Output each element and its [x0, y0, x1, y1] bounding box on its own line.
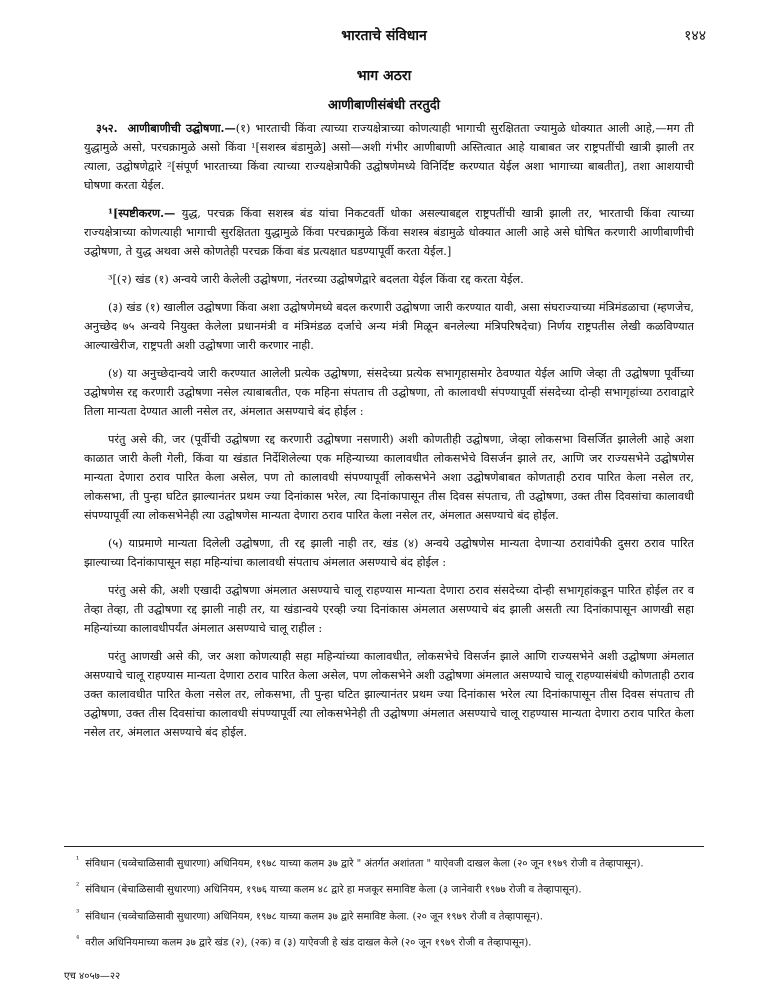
page-number: १४४ [684, 28, 706, 44]
footnote-text: वरील अधिनियमाच्या कलम ३७ द्वारे खंड (२), (२क) व (३) याऐवजी हे खंड दाखल केले (२० जून १९७९ रोजी व तेव्हापासून). [85, 937, 532, 949]
clause-1-text: (१) भारताची किंवा त्याच्या राज्यक्षेत्राच्या कोणत्याही भागाची सुरक्षितता ज्यामुळे धोक्यात आली आहे,—मग ती युद्धामुळे असो, परचक्रामुळे असो किंवा ¹[सशस्त्र बंडामुळे] असो—अशी गंभीर आणीबाणी अस्तित्वात आहे याबाबत जर राष्ट्रपतींची खात्री झाली तर त्याला, उद्घोषणेद्वारे ²[संपूर्ण भारताच्या किंवा त्याच्या राज्यक्षेत्रापैकी उद्घोषणेमध्ये विनिर्दिष्ट करण्यात येईल अशा भागाच्या बाबतीत], तशा आशयाची घोषणा करता येईल. [84, 122, 694, 192]
footnote [64, 905, 704, 925]
clause-5: (५) याप्रमाणे मान्यता दिलेली उद्घोषणा, ती रद्द झाली नाही तर, खंड (४) अन्वये उद्घोषणेस मान्यता देणाऱ्या ठरावांपैकी दुसरा ठराव पारित झाल्याच्या दिनांकापासून सहा महिन्यांचा कालावधी संपताच अंमलात असण्याचे बंद होईल : [84, 537, 694, 569]
footnote-divider [64, 846, 704, 847]
footnote-mark: ⁴ [76, 933, 80, 943]
clause-5-proviso-2: परंतु आणखी असे की, जर अशा कोणत्याही सहा महिन्यांच्या कालावधीत, लोकसभेचे विसर्जन झाले आणि राज्यसभेने अशी उद्घोषणा अंमलात असण्याचे चालू राहण्यास मान्यता देणारा ठराव पारित केला असेल, पण लोकसभेने अशी उद्घोषणा अंमलात असण्याचे चालू राहण्यासंबंधी कोणताही ठराव उक्त कालावधीत पारित केला नसेल तर, लोकसभा, ती पुन्हा घटित झाल्यानंतर प्रथम ज्या दिनांकास भरेल त्या दिनांकापासून तीस दिवस संपताच ती उद्घोषणा, उक्त तीस दिवसांचा कालावधी संपण्यापूर्वी त्या लोकसभेनेही ती उद्घोषणा अंमलात असण्याचे चालू राहण्यास मान्यता देणारा ठराव पारित केला नसेल तर, अंमलात असण्याचे बंद होईल. [84, 650, 694, 739]
footnote-text: संविधान (चव्वेचाळिसावी सुधारणा) अधिनियम, १९७८ याच्या कलम ३७ द्वारे समाविष्ट केला. (२० जून १९७९ रोजी व तेव्हापासून). [85, 910, 543, 922]
clause-3: (३) खंड (१) खालील उद्घोषणा किंवा अशा उद्घोषणेमध्ये बदल करणारी उद्घोषणा जारी करण्यात यावी, असा संघराज्याच्या मंत्रिमंडळाचा (म्हणजेच, अनुच्छेद ७५ अन्वये नियुक्त केलेला प्रधानमंत्री व मंत्रिमंडळ दर्जाचे अन्य मंत्री मिळून बनलेल्या मंत्रिपरिषदेचा) निर्णय राष्ट्रपतीस लेखी कळविण्यात आल्याखेरीज, राष्ट्रपती अशी उद्घोषणा जारी करणार नाही. [84, 301, 694, 352]
article-352-clause-1 [84, 119, 694, 195]
footnote-mark: ² [76, 881, 80, 891]
part-subheading: आणीबाणीसंबंधी तरतुदी [327, 98, 441, 113]
footnote-mark: ¹ [76, 855, 80, 864]
footnote-mark: ³ [76, 907, 80, 917]
footnote-text: संविधान (बेचाळिसावी सुधारणा) अधिनियम, १९७६ याच्या कलम ४८ द्वारे हा मजकूर समाविष्ट केला (३ जानेवारी १९७७ रोजी व तेव्हापासून). [85, 884, 582, 896]
footnote [64, 931, 704, 951]
clause-5-proviso-1: परंतु असे की, अशी एखादी उद्घोषणा अंमलात असण्याचे चालू राहण्यास मान्यता देणारा ठराव संसदेच्या दोन्ही सभागृहांकडून पारित होईल तर व तेव्हा तेव्हा, ती उद्घोषणा रद्द झाली नाही तर, या खंडान्वये एरव्ही ज्या दिनांकास अंमलात असण्याचे बंद झाली असती त्या दिनांकापासून आणखी सहा महिन्यांच्या कालावधीपर्यंत अंमलात असण्याचे चालू राहील : [84, 584, 694, 635]
footnote [64, 878, 704, 898]
explanation-label: ¹[स्पष्टीकरण.— [108, 206, 176, 220]
print-code: एच ४०५७—२२ [64, 971, 121, 982]
explanation-text: युद्ध, परचक्र किंवा सशस्त्र बंड यांचा निकटवर्ती धोका असल्याबद्दल राष्ट्रपतींची खात्री झाली तर, भारताची किंवा त्याच्या राज्यक्षेत्राच्या कोणत्याही भागाची सुरक्षितता युद्धामुळे किंवा परचक्रामुळे किंवा सशस्त्र बंडामुळे धोक्यात आली आहे असे घोषित करणारी आणीबाणीची उद्घोषणा, ते युद्ध अथवा असे कोणतेही परचक्र किंवा बंड प्रत्यक्षात घडण्यापूर्वी करता येईल.] [84, 207, 694, 258]
clause-4: (४) या अनुच्छेदान्वये जारी करण्यात आलेली प्रत्येक उद्घोषणा, संसदेच्या प्रत्येक सभागृहासमोर ठेवण्यात येईल आणि जेव्हा ती उद्घोषणा पूर्वीच्या उद्घोषणेस रद्द करणारी उद्घोषणा नसेल त्याबाबतीत, एक महिना संपताच ती उद्घोषणा, तो कालावधी संपण्यापूर्वी संसदेच्या दोन्ही सभागृहांच्या ठरावाद्वारे तिला मान्यता देण्यात आली नसेल तर, अंमलात असण्याचे बंद होईल : [84, 367, 694, 418]
footnotes [64, 852, 704, 957]
article-title: आणीबाणीची उद्घोषणा.— [127, 121, 236, 135]
article-body [84, 119, 694, 751]
clause-4-proviso: परंतु असे की, जर (पूर्वीची उद्घोषणा रद्द करणारी उद्घोषणा नसणारी) अशी कोणतीही उद्घोषणा, जेव्हा लोकसभा विसर्जित झालेली आहे अशा काळात जारी केली गेली, किंवा या खंडात निर्देशिलेल्या एक महिन्याच्या कालावधीत लोकसभेचे विसर्जन झाले तर, आणि जर राज्यसभेने उद्घोषणेस मान्यता देणारा ठराव पारित केला असेल, पण तो कालावधी संपण्यापूर्वी लोकसभेने अशा उद्घोषणेबाबत कोणताही ठराव पारित केला नसेल तर, लोकसभा, ती पुन्हा घटित झाल्यानंतर प्रथम ज्या दिनांकास भरेल, त्या दिनांकापासून तीस दिवस संपताच, ती उद्घोषणा, उक्त तीस दिवसांचा कालावधी संपण्यापूर्वी त्या लोकसभेनेही त्या उद्घोषणेस मान्यता देणारा ठराव पारित केला नसेल तर, अंमलात असण्याचे बंद होईल. [84, 433, 694, 522]
part-heading: भाग अठरा [356, 68, 412, 84]
running-title: भारताचे संविधान [341, 28, 427, 44]
footnote-text: संविधान (चव्वेचाळिसावी सुधारणा) अधिनियम, १९७८ याच्या कलम ३७ द्वारे " अंतर्गत अशांतता " याऐवजी दाखल केला (२० जून १९७९ रोजी व तेव्हापासून). [85, 858, 644, 870]
footnote [64, 852, 704, 872]
explanation-paragraph [84, 204, 694, 261]
clause-2: ³[(२) खंड (१) अन्वये जारी केलेली उद्घोषणा, नंतरच्या उद्घोषणेद्वारे बदलता येईल किंवा रद्द करता येईल. [108, 273, 524, 286]
article-number: ३५२. [96, 121, 118, 135]
